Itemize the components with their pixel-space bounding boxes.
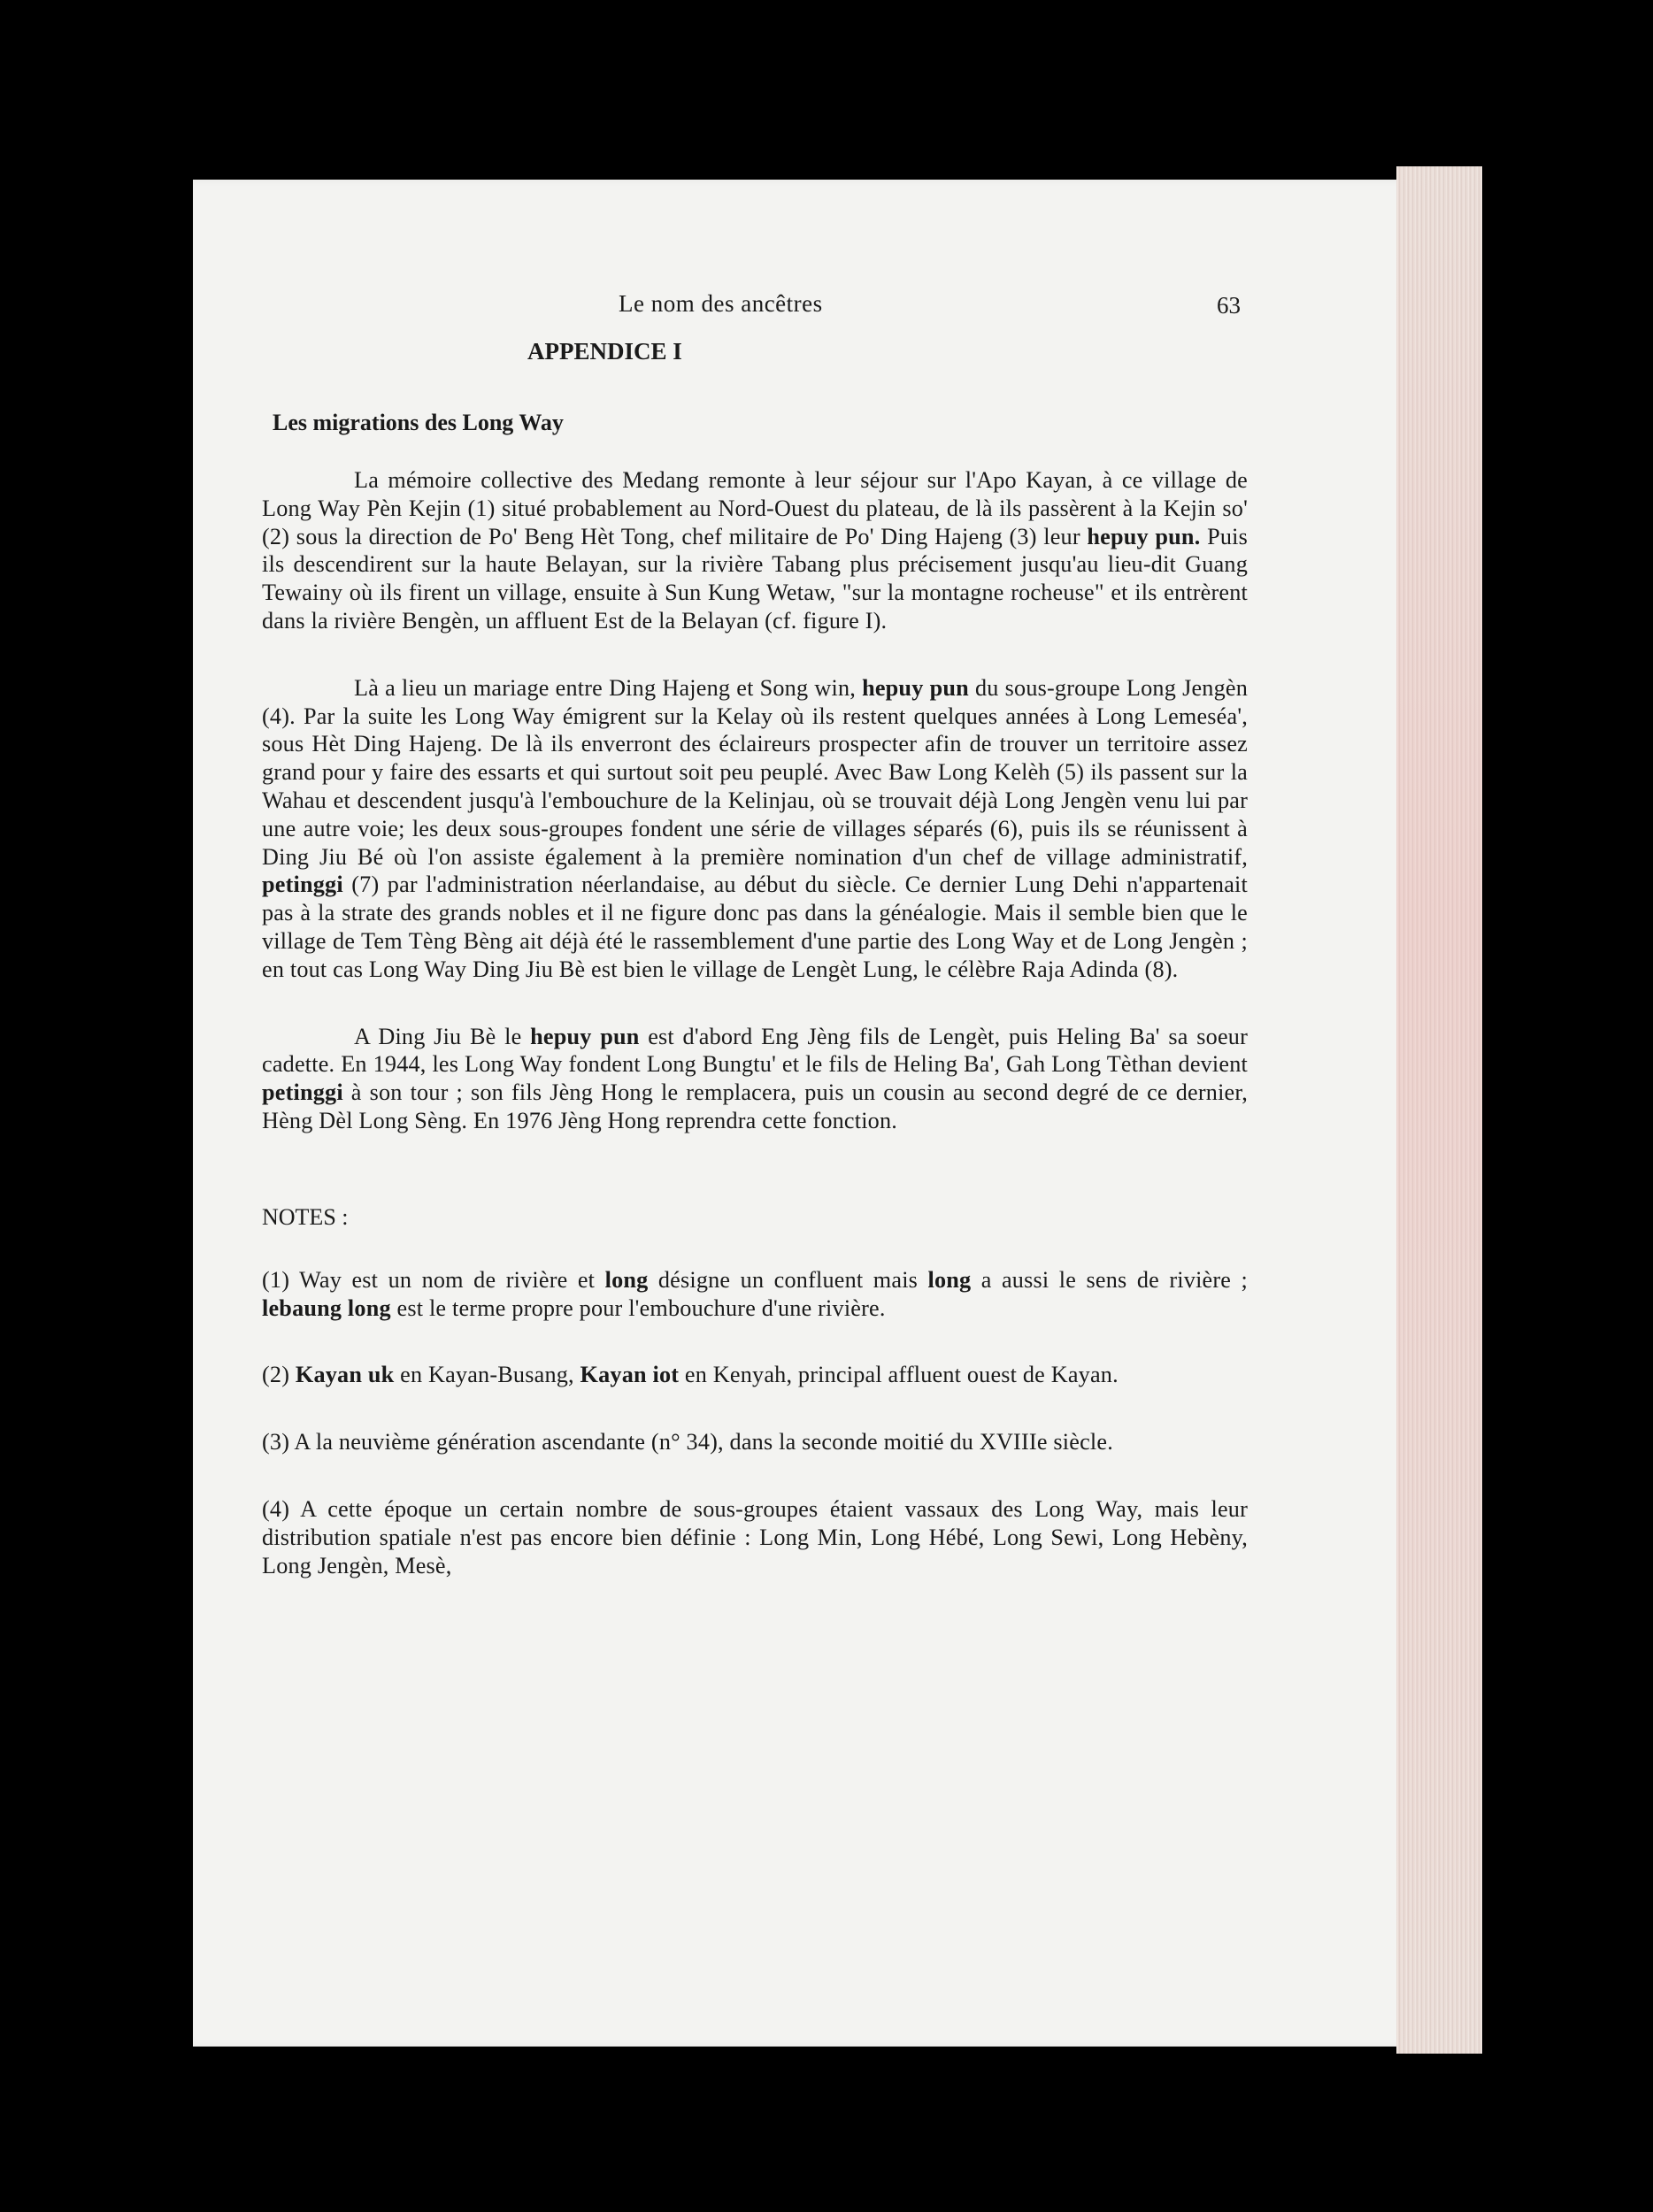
paragraph-2-bold-1: hepuy pun xyxy=(862,674,969,701)
note-1 xyxy=(262,1266,1248,1323)
running-title: Le nom des ancêtres xyxy=(619,290,823,317)
paragraph-3-text-1: A Ding Jiu Bè le xyxy=(354,1023,531,1049)
note-1-text-2: désigne un confluent mais xyxy=(648,1266,928,1293)
notes-label: NOTES : xyxy=(262,1203,349,1230)
paragraph-1 xyxy=(262,466,1248,635)
paragraph-1-text-2: Puis ils descendirent sur la haute Belayan, sur la rivière Tabang plus précisement jusqu'au lieu-dit Guang Tewainy où ils firent un village, ensuite à Sun Kung Wetaw, "sur la montagne rocheuse" et ils entrèrent dans la rivière Bengèn, un affluent Est de la Belayan (cf. figure I). xyxy=(262,523,1248,634)
paragraph-2-bold-2: petinggi xyxy=(262,872,343,898)
note-1-bold-1: long xyxy=(604,1266,649,1293)
paragraph-3-bold-2: petinggi xyxy=(262,1079,343,1106)
page-content xyxy=(262,290,1248,1618)
note-1-text-1: (1) Way est un nom de rivière et xyxy=(262,1266,605,1293)
appendix-title: APPENDICE I xyxy=(527,338,682,365)
note-2 xyxy=(262,1361,1248,1389)
running-head xyxy=(262,290,1248,331)
paragraph-2 xyxy=(262,674,1248,984)
note-2-bold-2: Kayan iot xyxy=(580,1362,680,1388)
section-title: Les migrations des Long Way xyxy=(273,410,564,435)
note-4-text-1: (4) A cette époque un certain nombre de sous-groupes étaient vassaux des Long Way, mais leur distribution spatiale n'est pas encore bien définie : Long Min, Long Hébé, Long Sewi, Long Hebèny, Long Jengèn, Mesè, xyxy=(262,1495,1248,1578)
paragraph-3 xyxy=(262,1023,1248,1135)
paragraph-3-bold-1: hepuy pun xyxy=(530,1023,640,1049)
paragraph-2-text-3: (7) par l'administration néerlandaise, au début du siècle. Ce dernier Lung Dehi n'appartenait pas à la strate des grands nobles et il ne figure donc pas dans la généalogie. Mais il semble bien que le village de Tem Tèng Bèng ait déjà été le rassemblement d'une partie des Long Way et de Long Jengèn ; en tout cas Long Way Ding Jiu Bè est bien le village de Lengèt Lung, le célèbre Raja Adinda (8). xyxy=(262,872,1248,982)
paragraph-1-text-1: La mémoire collective des Medang remonte à leur séjour sur l'Apo Kayan, à ce village de Long Way Pèn Kejin (1) situé probablement au Nord-Ouest du plateau, de là ils passèrent à la Kejin so' (2) sous la direction de Po' Beng Hèt Tong, chef militaire de Po' Ding Hajeng (3) leur xyxy=(262,467,1248,549)
note-2-text-3: en Kenyah, principal affluent ouest de Kayan. xyxy=(679,1362,1119,1388)
note-2-bold-1: Kayan uk xyxy=(295,1362,395,1388)
paragraph-1-bold-1: hepuy pun. xyxy=(1087,523,1201,549)
note-2-text-2: en Kayan-Busang, xyxy=(394,1362,580,1388)
note-1-text-4: est le terme propre pour l'embouchure d'une rivière. xyxy=(390,1294,886,1321)
note-2-text-1: (2) xyxy=(262,1362,296,1388)
paragraph-2-text-1: Là a lieu un mariage entre Ding Hajeng et Song win, xyxy=(354,674,863,701)
note-3-text-1: (3) A la neuvième génération ascendante (n° 34), dans la seconde moitié du XVIIIe siècle. xyxy=(262,1429,1113,1455)
page-number: 63 xyxy=(1217,292,1241,319)
note-4 xyxy=(262,1495,1248,1579)
note-1-bold-2: long xyxy=(927,1266,972,1293)
note-1-bold-3: lebaung long xyxy=(262,1294,391,1321)
note-1-text-3: a aussi le sens de rivière ; xyxy=(971,1266,1249,1293)
paragraph-3-text-3: à son tour ; son fils Jèng Hong le remplacera, puis un cousin au second degré de ce dernier, Hèng Dèl Long Sèng. En 1976 Jèng Hong reprendra cette fonction. xyxy=(262,1079,1248,1133)
note-3 xyxy=(262,1428,1248,1456)
paragraph-2-text-2: du sous-groupe Long Jengèn (4). Par la suite les Long Way émigrent sur la Kelay où ils restent quelques années à Long Lemeséa', sous Hèt Ding Hajeng. De là ils enverront des éclaireurs prospecter afin de trouver un territoire assez grand pour y faire des essarts et qui surtout soit peu peuplé. Avec Baw Long Kelèh (5) ils passent sur la Wahau et descendent jusqu'à l'embouchure de la Kelinjau, où se trouvait déjà Long Jengèn venu lui par une autre voie; les deux sous-groupes fondent une série de villages séparés (6), puis ils se réunissent à Ding Jiu Bé où l'on assiste également à la première nomination d'un chef de village administratif, xyxy=(262,674,1249,870)
paragraph-3-text-2: est d'abord Eng Jèng fils de Lengèt, puis Heling Ba' sa soeur cadette. En 1944, les Long Way fondent Long Bungtu' et le fils de Heling Ba', Gah Long Tèthan devient xyxy=(262,1023,1248,1078)
page-edges-tint xyxy=(1396,166,1482,2054)
